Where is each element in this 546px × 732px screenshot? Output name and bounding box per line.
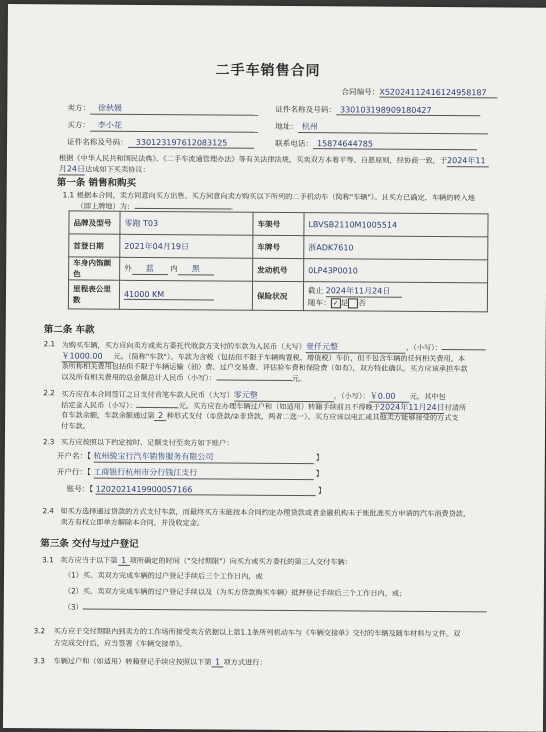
table-row [69,257,488,283]
clause-3-1-num: 3.1 [42,555,54,565]
interior-color: 黑 [178,263,214,275]
article-1-heading: 第一条 销售和购买 [56,177,137,189]
article-3-heading: 第三条 交付与过户登记 [40,538,139,550]
clause-2-2-line-2: 括定金人民币（小写）： 元。买方应在办理车辆过户和（如适用）转籍手续前且不得晚于2024年11月24日付清所 [61,400,467,413]
phone-label: 联系电话： [275,138,314,149]
no-checkbox[interactable] [348,298,358,308]
brand-label: 品牌及型号 [69,211,120,234]
insurance-until: 2024年11月24日 [326,285,402,298]
vin-label: 车架号 [253,212,304,235]
preamble-line-1: 根据《中华人民共和国民法典》、《二手车流通管理办法》等有关法律法规，买卖双方本着平等、自愿原则，经协商一致，于2024年11 [59,152,489,167]
bank-branch-value: 工商银行杭州市分行钱江支行 [93,467,313,481]
reg-date-value: 2021年04月19日 [120,234,253,258]
clause-2-3-line-1: 买方应按照以下约定按时、足额支付至卖方如下账户： [60,437,234,448]
mileage-cell [119,280,252,310]
yes-checkbox[interactable]: ✓ [331,298,341,308]
delivery-option-3: （3） [64,602,487,615]
clause-2-1-num: 2.1 [43,339,56,349]
preamble-line-2: 月24日达成如下买卖协议： [58,164,150,174]
delivery-option-2: （2）买、卖双方完成车辆的过户登记手续以及（为买方贷款购买车辆）抵押登记手续后三个工作日内，或； [63,586,407,598]
clause-2-2-num: 2.2 [43,388,55,398]
price-in-figures: ￥1000.00 [61,350,113,362]
clause-3-2-num: 3.2 [33,626,46,636]
buyer-id-field [67,136,254,148]
clause-3-3-line-1: 车辆过户和（如适用）转籍登记手续应按照以下第 1 项方式进行： [53,656,267,667]
page-title: 二手车销售合同 [215,62,321,80]
table-row [69,211,488,237]
phone-value: 15874644785 [313,139,477,150]
preamble-date: 月24日 [58,164,86,174]
seller-field [67,102,258,115]
buyer-id-label: 证件名称及号码： [67,137,128,147]
article-2-heading: 第二条 车款 [43,324,95,336]
clause-1-1-line-1: 根据本合同，卖方同意向买方出售、买方同意向卖方购买以下所列的二手机动车（简称"车辆"）。且买方已确定，车辆的转入地 [76,190,476,203]
clause-2-2-line-3: 有车款余额，车款余额通过第 2 种形式支付（①贷款/②非贷款，两者二选一）。买方应该以电汇或其他卖方能够接受的方式支 [61,410,459,423]
contract-number-label: 合同编号： [341,87,380,97]
exterior-color: 蓝 [132,263,168,275]
engine-label: 发动机号 [253,258,304,281]
clause-2-4-num: 2.4 [42,506,54,516]
clause-2-1-line-2: ￥1000.00 元。（简称"车款"）。车款为含税（包括但不限于车辆购置税、增值税）车价，但不包含车辆的任何相关费用。本 [61,351,466,364]
bank-branch-field: 开户行：【 工商银行杭州市分行钱江支行 】 [56,467,324,479]
insurance-cell: 截止 2024年11月24日 随车： ✓ 是 否 [303,282,487,312]
plate-label: 车牌号 [253,235,304,258]
address-value: 杭州 [298,121,488,134]
plate-value: 浙ADK7610 [304,236,488,260]
registration-place-blank [134,208,230,210]
buyer-field [67,119,258,132]
clause-3-3-num: 3.3 [33,656,45,666]
price-in-words: 壹仟元整 [306,341,406,354]
total-amount-blank [216,379,292,381]
payment-method: 2 [155,411,167,421]
delivery-option: 1 [118,556,130,566]
color-value: 外 蓝 内 黑 [120,257,253,281]
mileage-label: 里程表公里数 [68,280,119,309]
engine-value: 0LP43P0010 [304,259,488,283]
transfer-option: 1 [212,657,224,667]
contract-number [341,86,497,98]
contract-page [3,4,546,732]
insurance-label: 保险状况 [252,281,303,310]
clause-3-1-line-1: 卖方应当于以下第 1 项所确定的时间（"交付期限"）向买方或买方委托的第三人交付车辆： [60,555,352,567]
clause-2-4-line-2: 卖方有权立即单方解除本合同，并没收定金。 [60,517,205,528]
clause-2-2-line-1: 买方应在本合同签订之日支付首笔车款人民币（大写）零元整 ，（小写）：￥0.00 元。其中包 [61,389,446,402]
seller-id-field [275,104,480,116]
first-payment-words: 零元整 [234,390,334,403]
clause-3-2-line-1: 买方应于交付期限内到卖方的工作场所接受卖方依据以上第1.1条所列机动车与《车辆交接单》交付的车辆及随车材料与文件。双 [53,626,461,639]
clause-1-1-num: 1.1 [62,190,75,200]
color-label: 车身内饰颜色 [69,257,120,280]
clause-2-2-line-4: 付车款。 [61,421,90,431]
clause-3-2-line-2: 方完成交付后，应当签署《车辆交接单》。 [53,638,187,649]
seller-id-label: 证件名称及号码： [275,104,337,115]
clause-2-1-line-4: 以及所有相关费用的总金额总计人民币（小写）： 元。 [61,372,307,384]
buyer-label: 买方： [67,120,90,130]
clause-2-1-line-1: 为购买车辆，买方应向卖方或卖方委托代收款方支付的车款为人民币（大写）壹仟元整 ，（小写）： [62,339,486,354]
address-field [275,121,488,134]
table-row [68,280,487,312]
mileage-value: 41000 KM [124,290,214,301]
clause-2-1-line-3: 条所称相关费用包括但不限于车辆运输（油）费、过户交易费、评估验车费和保险费（如有），双方特此确认。买方应该承担车款 [61,361,468,374]
address-label: 地址： [275,121,298,132]
bank-name-field: 开户名：【 杭州骏宝行汽车销售服务有限公司 】 [56,451,324,463]
seller-id-value: 330103198909180427 [336,105,480,116]
preamble-year: 2024年11 [447,155,489,167]
clause-2-4-line-1: 如买方选择通过贷款的方式支付车款，而最终买方未能按本合同约定办理贷款或者金融机构未于账批准买方申请的汽车消费贷款， [60,506,471,519]
buyer-value: 李小花 [90,120,258,133]
vehicle-info-table [68,210,489,312]
buyer-id-value: 330123197612083125 [128,138,254,149]
contract-number-value: XS2024112416124958187 [379,88,497,99]
brand-value: 零跑 T03 [120,211,253,235]
clause-1-1-line-2: （即上牌地）为： 。 [76,201,238,212]
seller-label: 卖方： [67,103,91,113]
table-row [69,234,488,260]
reg-date-label: 首登日期 [69,234,120,257]
delivery-option-1: （1）买、卖双方完成车辆的过户登记手续后三个工作日内，或 [63,570,263,581]
bank-account-field: 账号：【 1202021419900057166 】 [66,484,326,496]
seller-value: 徐秋媛 [90,103,258,116]
clause-2-3-num: 2.3 [42,437,55,447]
vin-value: LBVSB2110M1005514 [304,213,488,237]
payoff-date: 2024年11月24日 [379,402,445,413]
deposit-blank [137,407,179,408]
first-payment-figures: ￥0.00 [370,391,410,403]
bank-name-value: 杭州骏宝行汽车销售服务有限公司 [93,451,313,465]
phone-field [275,138,477,150]
bank-account-value: 1202021419900057166 [96,485,316,497]
